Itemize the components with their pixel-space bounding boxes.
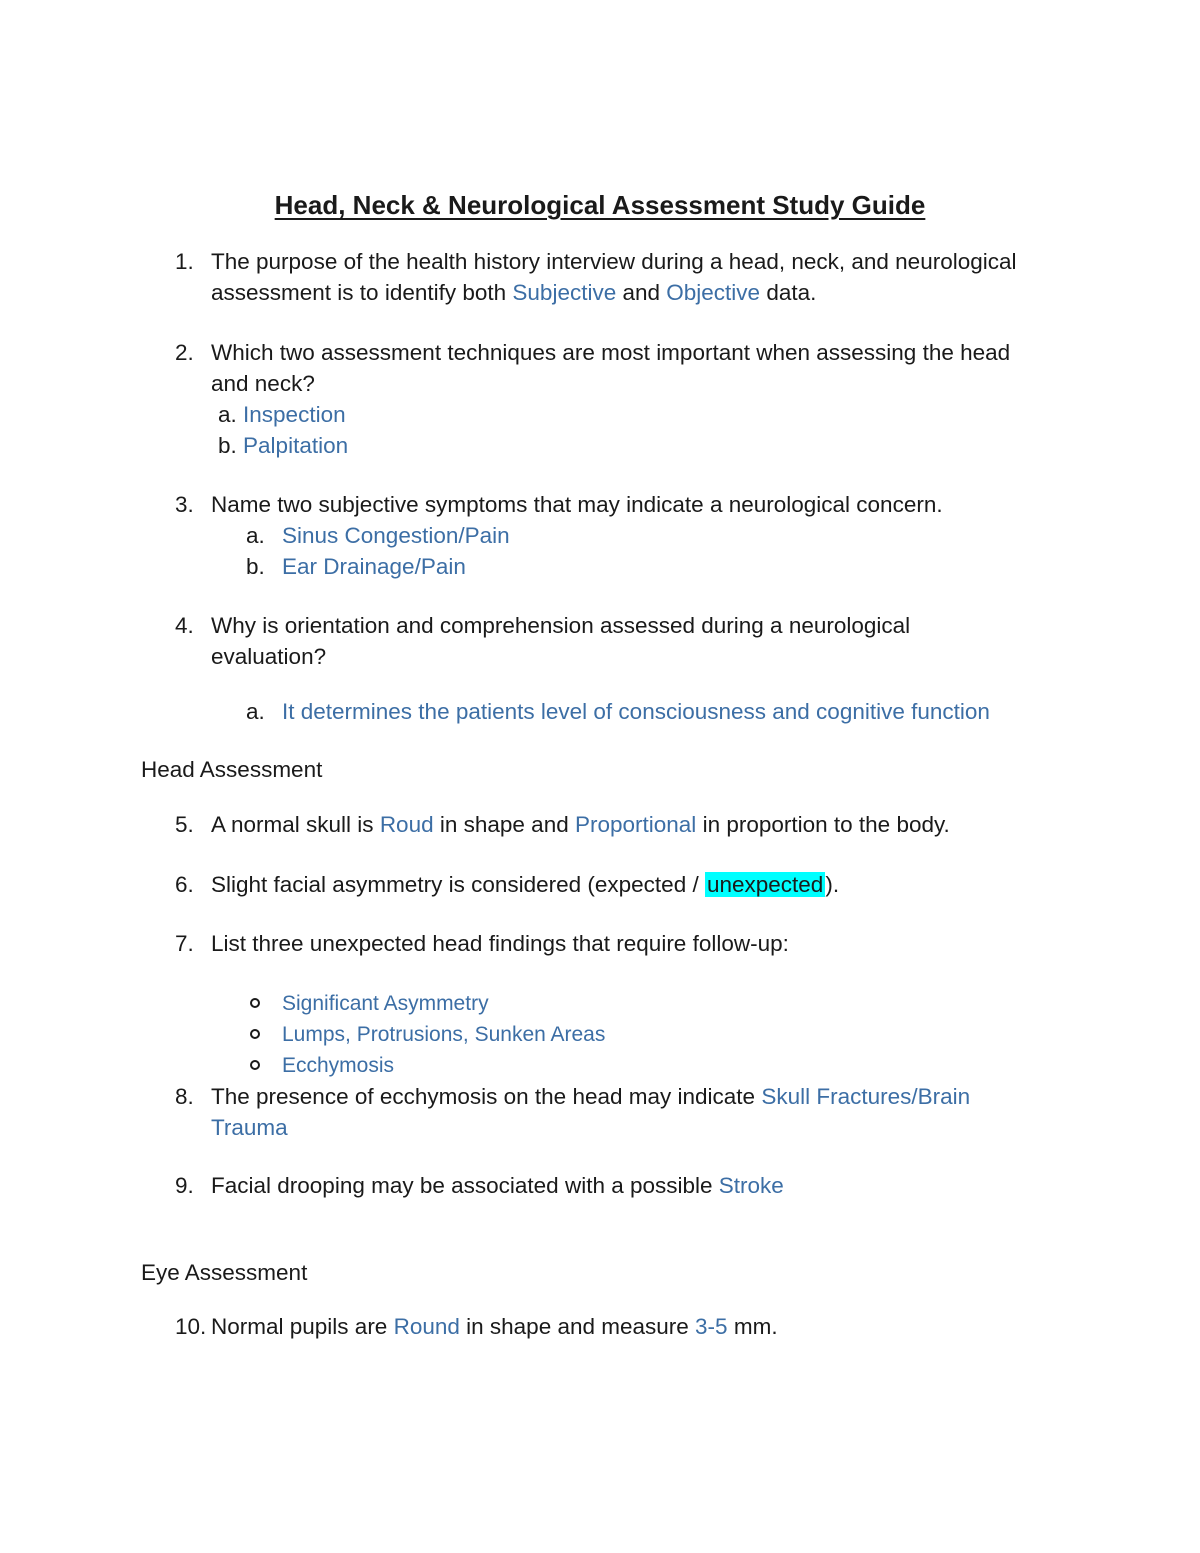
q10-line <box>211 1312 778 1342</box>
q1-line1: The purpose of the health history interview during a head, neck, and neurological <box>211 249 1017 274</box>
q10-text-mid: in shape and measure <box>459 1314 696 1339</box>
q6-text-post: ). <box>825 872 840 897</box>
q9-answer: Stroke <box>718 1173 784 1198</box>
q6-text-pre: Slight facial asymmetry is considered (expected / <box>211 872 705 897</box>
bullet-circle-icon <box>250 998 260 1008</box>
q1-text-mid: and <box>616 280 667 305</box>
q4-line2: evaluation? <box>211 644 327 669</box>
q1-answer-objective: Objective <box>666 280 761 305</box>
q5-number: 5. <box>175 812 194 837</box>
q1-text-pre: assessment is to identify both <box>211 280 513 305</box>
q3-a-label: a. <box>246 523 265 548</box>
q1-line2 <box>211 278 816 308</box>
q10-answer-shape: Round <box>393 1314 460 1339</box>
q9-number: 9. <box>175 1173 194 1198</box>
q2-answer-a: Inspection <box>243 402 346 427</box>
q4-a-label: a. <box>246 699 265 724</box>
q2-number: 2. <box>175 340 194 365</box>
q5-answer-proportion: Proportional <box>574 812 697 837</box>
q3-answer-a: Sinus Congestion/Pain <box>282 523 510 548</box>
q8-answer-line1: Skull Fractures/Brain <box>761 1084 971 1109</box>
q3-number: 3. <box>175 492 194 517</box>
q7-item: Significant Asymmetry <box>282 992 489 1015</box>
q1-number: 1. <box>175 249 194 274</box>
q6-line <box>211 870 839 900</box>
section-head-assessment: Head Assessment <box>141 757 323 782</box>
q5-text-pre: A normal skull is <box>211 812 380 837</box>
bullet-circle-icon <box>250 1060 260 1070</box>
q7-item: Lumps, Protrusions, Sunken Areas <box>282 1023 606 1046</box>
q10-text-post: mm. <box>727 1314 778 1339</box>
q10-number: 10. <box>175 1314 207 1339</box>
q7-line1: List three unexpected head findings that require follow-up: <box>211 931 789 956</box>
q7-item: Ecchymosis <box>282 1054 395 1077</box>
q4-answer-a: It determines the patients level of consciousness and cognitive function <box>282 699 990 724</box>
q2-b-label: b. <box>218 433 244 458</box>
q2-option-a <box>218 400 346 430</box>
q3-line1: Name two subjective symptoms that may indicate a neurological concern. <box>211 492 943 517</box>
q8-text-pre: The presence of ecchymosis on the head may indicate <box>211 1084 762 1109</box>
q9-line <box>211 1171 784 1201</box>
q9-text-pre: Facial drooping may be associated with a possible <box>211 1173 719 1198</box>
q4-number: 4. <box>175 613 194 638</box>
bullet-circle-icon <box>250 1029 260 1039</box>
q1-answer-subjective: Subjective <box>512 280 617 305</box>
q1-text-post: data. <box>760 280 817 305</box>
q2-line1: Which two assessment techniques are most important when assessing the head <box>211 340 1011 365</box>
q2-answer-b: Palpitation <box>243 433 349 458</box>
q3-b-label: b. <box>246 554 265 579</box>
document-title: Head, Neck & Neurological Assessment Study Guide <box>274 190 926 220</box>
q5-line <box>211 810 950 840</box>
q8-line1 <box>211 1082 970 1112</box>
q5-text-post: in proportion to the body. <box>696 812 950 837</box>
q3-answer-b: Ear Drainage/Pain <box>282 554 466 579</box>
q8-number: 8. <box>175 1084 194 1109</box>
q6-highlighted-answer: unexpected <box>706 872 824 897</box>
q2-line2: and neck? <box>211 371 315 396</box>
q5-answer-shape: Roud <box>379 812 434 837</box>
q2-option-b <box>218 431 348 461</box>
q5-text-mid: in shape and <box>433 812 575 837</box>
q2-a-label: a. <box>218 402 244 427</box>
q10-text-pre: Normal pupils are <box>211 1314 394 1339</box>
section-eye-assessment: Eye Assessment <box>141 1260 308 1285</box>
q8-answer-line2: Trauma <box>211 1115 288 1140</box>
q10-answer-size: 3-5 <box>695 1314 728 1339</box>
q7-number: 7. <box>175 931 194 956</box>
q4-line1: Why is orientation and comprehension assessed during a neurological <box>211 613 911 638</box>
q6-number: 6. <box>175 872 194 897</box>
